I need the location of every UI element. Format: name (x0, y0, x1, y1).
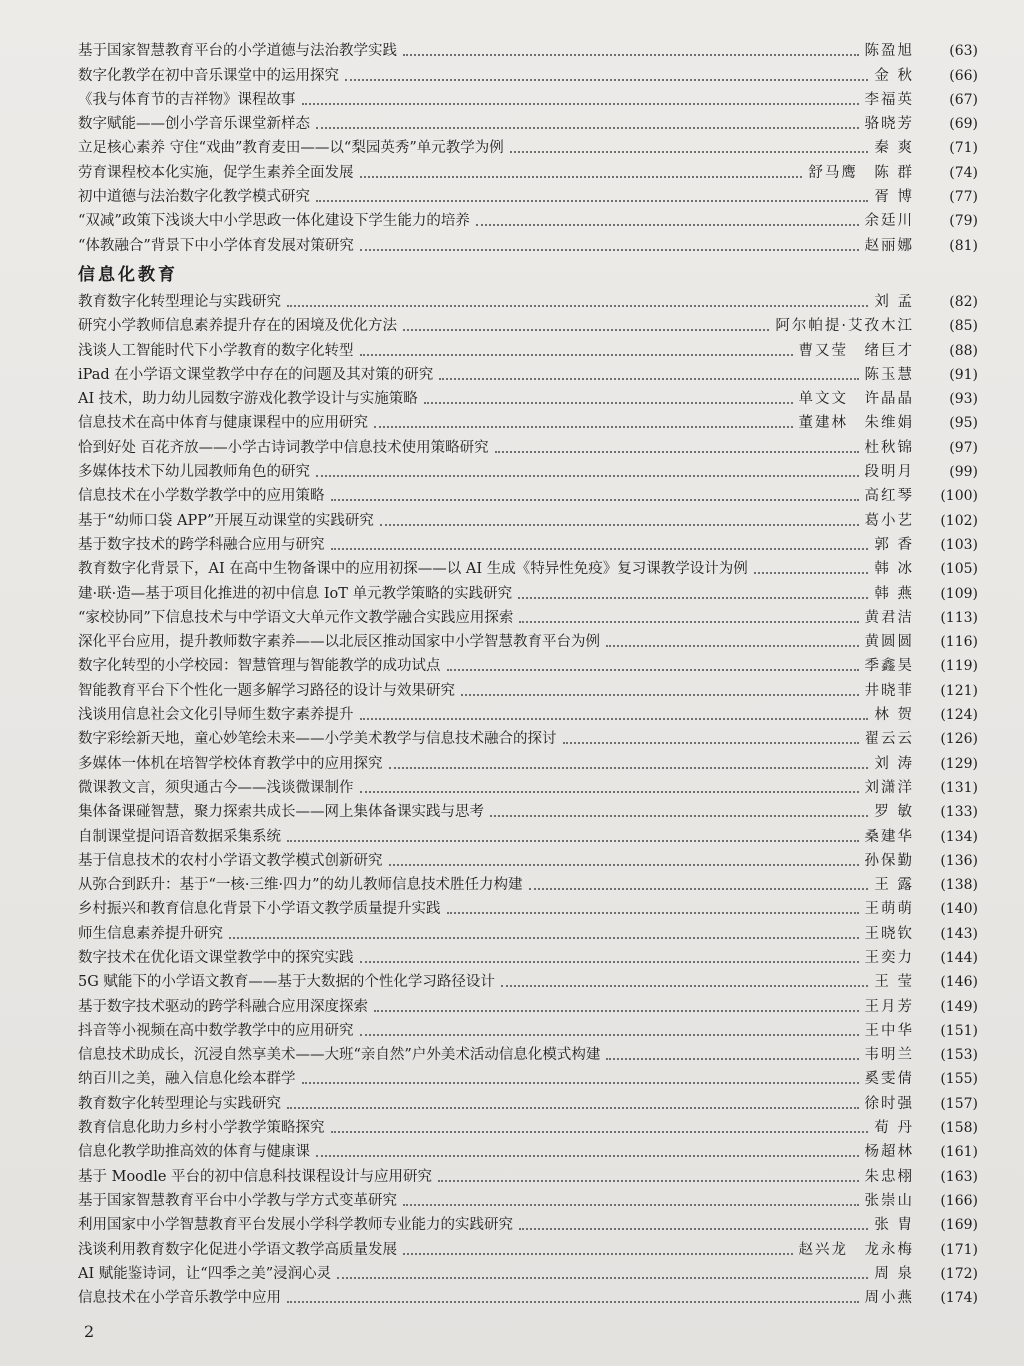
entry-page: (157) (940, 1095, 978, 1112)
dot-leader (403, 1204, 859, 1206)
dot-leader (360, 791, 859, 793)
entry-title: 多媒体技术下幼儿园教师角色的研究 (78, 464, 310, 481)
entry-title: 基于国家智慧教育平台的小学道德与法治教学实践 (78, 43, 397, 60)
dot-leader (380, 524, 859, 526)
entry-author: 刘 孟 (874, 293, 914, 310)
entry-author: 朱忠栩 (864, 1168, 914, 1185)
entry-page: (166) (940, 1192, 978, 1209)
dot-leader (302, 103, 859, 105)
entry-title: 劳育课程校本化实施，促学生素养全面发展 (78, 164, 354, 181)
entry-page: (129) (940, 755, 978, 772)
entry-title: AI 技术，助力幼儿园数字游戏化教学设计与实施策略 (78, 391, 418, 408)
dot-leader (403, 329, 769, 331)
toc-entry (78, 182, 978, 206)
entry-author: 段明月 (864, 464, 914, 481)
entry-author: 葛小艺 (864, 512, 914, 529)
toc-entry (78, 157, 978, 181)
entry-page: (91) (949, 366, 978, 383)
toc-entry (78, 967, 978, 991)
entry-page: (134) (940, 828, 978, 845)
entry-title: 信息技术助成长，沉浸自然享美术——大班“亲自然”户外美术活动信息化模式构建 (78, 1047, 601, 1064)
entry-title: 集体备课碰智慧，聚力探索共成长——网上集体备课实践与思考 (78, 804, 484, 821)
entry-author: 王中华 (864, 1022, 914, 1039)
entry-page: (136) (940, 852, 978, 869)
entry-author: 秦 爽 (874, 140, 914, 157)
entry-page: (81) (949, 237, 978, 254)
toc-entry (78, 1113, 978, 1137)
entry-page: (149) (940, 998, 978, 1015)
dot-leader (606, 645, 859, 647)
dot-leader (563, 742, 859, 744)
toc-entry (78, 311, 978, 335)
entry-author: 骆晓芳 (864, 116, 914, 133)
dot-leader (490, 815, 868, 817)
entry-page: (105) (940, 561, 978, 578)
dot-leader (501, 985, 868, 987)
entry-title: 基于 Moodle 平台的初中信息科技课程设计与应用研究 (78, 1168, 433, 1185)
entry-title: 利用国家中小学智慧教育平台发展小学科学教师专业能力的实践研究 (78, 1217, 513, 1234)
entry-page: (124) (940, 707, 978, 724)
dot-leader (438, 1180, 858, 1182)
dot-leader (374, 1010, 859, 1012)
entry-page: (95) (949, 415, 978, 432)
entry-title: 数字化教学在初中音乐课堂中的运用探究 (78, 67, 339, 84)
toc-entry (78, 335, 978, 359)
dot-leader (287, 305, 868, 307)
entry-page: (174) (940, 1290, 978, 1307)
entry-title: 从弥合到跃升：基于“一核·三维·四力”的幼儿教师信息技术胜任力构建 (78, 877, 523, 894)
dot-leader (287, 1107, 859, 1109)
entry-page: (99) (949, 464, 978, 481)
entry-author: 杨超林 (864, 1144, 914, 1161)
dot-leader (439, 378, 858, 380)
entry-title: “双减”政策下浅谈大中小学思政一体化建设下学生能力的培养 (78, 213, 470, 230)
toc-entry (78, 1088, 978, 1112)
toc-entry (78, 578, 978, 602)
toc-entry (78, 1064, 978, 1088)
entry-author: 奚雯倩 (864, 1071, 914, 1088)
entry-page: (69) (949, 116, 978, 133)
entry-page: (171) (940, 1241, 978, 1258)
toc-entry (78, 36, 978, 60)
entry-author: 翟云云 (864, 731, 914, 748)
dot-leader (360, 354, 793, 356)
entry-author: 王萌萌 (864, 901, 914, 918)
entry-page: (121) (940, 682, 978, 699)
entry-author: 陈盈旭 (864, 43, 914, 60)
toc-entry (78, 530, 978, 554)
entry-author: 高红琴 (864, 488, 914, 505)
entry-page: (144) (940, 949, 978, 966)
entry-title: 多媒体一体机在培智学校体育教学中的应用探究 (78, 755, 383, 772)
dot-leader (316, 200, 868, 202)
dot-leader (403, 54, 859, 56)
toc-entry (78, 846, 978, 870)
entry-title: 自制课堂提问语音数据采集系统 (78, 828, 281, 845)
entry-author: 张 胄 (874, 1217, 914, 1234)
entry-title: 微课教文言，须臾通古今——浅谈微课制作 (78, 779, 354, 796)
entry-page: (66) (949, 67, 978, 84)
entry-author: 王 莹 (874, 974, 914, 991)
entry-page: (77) (949, 189, 978, 206)
entry-page: (161) (940, 1144, 978, 1161)
toc-entry (78, 109, 978, 133)
entry-author: 黄圆圆 (864, 634, 914, 651)
dot-leader (337, 1277, 868, 1279)
toc-entry (78, 360, 978, 384)
entry-title: 师生信息素养提升研究 (78, 925, 223, 942)
entry-title: 基于数字技术的跨学科融合应用与研究 (78, 536, 325, 553)
entry-author: 韩 冰 (874, 561, 914, 578)
entry-page: (163) (940, 1168, 978, 1185)
entry-author: 王奕力 (864, 949, 914, 966)
entry-page: (85) (949, 318, 978, 335)
entry-page: (79) (949, 213, 978, 230)
entry-author: 罗 敏 (874, 804, 914, 821)
entry-title: 信息技术在高中体育与健康课程中的应用研究 (78, 415, 368, 432)
dot-leader (302, 1082, 859, 1084)
entry-author: 杜秋锦 (864, 439, 914, 456)
entry-page: (67) (949, 91, 978, 108)
dot-leader (447, 912, 859, 914)
dot-leader (461, 694, 859, 696)
toc-entry (78, 1137, 978, 1161)
toc-entry (78, 481, 978, 505)
entry-page: (113) (940, 609, 978, 626)
entry-title: 数字赋能——创小学音乐课堂新样态 (78, 116, 310, 133)
entry-page: (119) (940, 658, 978, 675)
entry-title: 研究小学教师信息素养提升存在的困境及优化方法 (78, 318, 397, 335)
entry-author: 郭 香 (874, 536, 914, 553)
entry-page: (133) (940, 804, 978, 821)
entry-title: 基于“幼师口袋 APP”开展互动课堂的实践研究 (78, 512, 374, 529)
dot-leader (331, 1131, 869, 1133)
entry-title: 建·联·造—基于项目化推进的初中信息 IoT 单元教学策略的实践研究 (78, 585, 513, 602)
entry-title: 浅谈利用教育数字化促进小学语文教学高质量发展 (78, 1241, 397, 1258)
toc-entry (78, 1161, 978, 1185)
toc-entry (78, 206, 978, 230)
entry-title: 教育数字化背景下，AI 在高中生物备课中的应用初探——以 AI 生成《特异性免疫》复习课教学设计为例 (78, 561, 748, 578)
entry-title: iPad 在小学语文课堂教学中存在的问题及其对策的研究 (78, 366, 434, 383)
entry-title: 浅谈用信息社会文化引导师生数字素养提升 (78, 707, 354, 724)
toc-entry (78, 432, 978, 456)
dot-leader (519, 1228, 868, 1230)
entry-title: 教育数字化转型理论与实践研究 (78, 1095, 281, 1112)
entry-page: (155) (940, 1071, 978, 1088)
entry-page: (172) (940, 1265, 978, 1282)
entry-title: 初中道德与法治数字化教学模式研究 (78, 189, 310, 206)
toc-entry (78, 724, 978, 748)
toc-entry (78, 287, 978, 311)
entry-title: “体教融合”背景下中小学体育发展对策研究 (78, 237, 354, 254)
dot-leader (424, 402, 793, 404)
toc-entry (78, 603, 978, 627)
dot-leader (529, 888, 869, 890)
entry-title: 纳百川之美，融入信息化绘本群学 (78, 1071, 296, 1088)
entry-author: 刘潇洋 (864, 779, 914, 796)
entry-page: (131) (940, 779, 978, 796)
dot-leader (360, 1034, 859, 1036)
entry-page: (138) (940, 877, 978, 894)
entry-author: 陈玉慧 (864, 366, 914, 383)
entry-author: 王 露 (874, 877, 914, 894)
dot-leader (331, 548, 869, 550)
entry-title: 信息化教学助推高效的体育与健康课 (78, 1144, 310, 1161)
entry-page: (146) (940, 974, 978, 991)
dot-leader (447, 669, 859, 671)
entry-author: 单文文 许晶晶 (798, 391, 914, 408)
dot-leader (345, 79, 868, 81)
entry-page: (109) (940, 585, 978, 602)
dot-leader (360, 249, 859, 251)
toc-entry (78, 384, 978, 408)
entry-title: 基于信息技术的农村小学语文教学模式创新研究 (78, 852, 383, 869)
entry-author: 孙保勤 (864, 852, 914, 869)
entry-title: 教育信息化助力乡村小学教学策略探究 (78, 1120, 325, 1137)
toc-entry (78, 991, 978, 1015)
entry-page: (140) (940, 901, 978, 918)
entry-page: (102) (940, 512, 978, 529)
entry-author: 井晓菲 (864, 682, 914, 699)
entry-author: 金 秋 (874, 67, 914, 84)
entry-author: 赵兴龙 龙永梅 (798, 1241, 914, 1258)
entry-page: (82) (949, 293, 978, 310)
entry-page: (151) (940, 1022, 978, 1039)
dot-leader (606, 1058, 858, 1060)
entry-title: 数字彩绘新天地，童心妙笔绘未来——小学美术教学与信息技术融合的探讨 (78, 731, 557, 748)
dot-leader (287, 840, 859, 842)
toc-entry (78, 870, 978, 894)
dot-leader (316, 127, 859, 129)
toc-entry (78, 1186, 978, 1210)
entry-page: (71) (949, 140, 978, 157)
toc-entry (78, 554, 978, 578)
toc-entry (78, 457, 978, 481)
dot-leader (495, 451, 859, 453)
toc-entry (78, 943, 978, 967)
entry-author: 刘 涛 (874, 755, 914, 772)
toc-entry (78, 505, 978, 529)
entry-page: (97) (949, 439, 978, 456)
entry-title: 乡村振兴和教育信息化背景下小学语文教学质量提升实践 (78, 901, 441, 918)
entry-author: 曹又莹 绪巨才 (798, 342, 914, 359)
entry-author: 黄君洁 (864, 609, 914, 626)
entry-title: 信息技术在小学音乐教学中应用 (78, 1290, 281, 1307)
toc-entry (78, 675, 978, 699)
dot-leader (389, 767, 869, 769)
entry-title: 《我与体育节的吉祥物》课程故事 (78, 91, 296, 108)
entry-author: 桑建华 (864, 828, 914, 845)
dot-leader (360, 718, 869, 720)
entry-page: (103) (940, 536, 978, 553)
entry-author: 韦明兰 (864, 1047, 914, 1064)
entry-author: 王晓钦 (864, 925, 914, 942)
dot-leader (374, 426, 793, 428)
entry-page: (63) (949, 43, 978, 60)
toc-entry (78, 773, 978, 797)
entry-title: 恰到好处 百花齐放——小学古诗词教学中信息技术使用策略研究 (78, 439, 489, 456)
entry-author: 赵丽娜 (864, 237, 914, 254)
dot-leader (316, 475, 859, 477)
dot-leader (389, 864, 859, 866)
toc-entry (78, 1040, 978, 1064)
entry-author: 王月芳 (864, 998, 914, 1015)
entry-page: (153) (940, 1047, 978, 1064)
entry-page: (143) (940, 925, 978, 942)
entry-author: 徐时强 (864, 1095, 914, 1112)
dot-leader (476, 224, 859, 226)
toc-entry (78, 627, 978, 651)
dot-leader (360, 961, 859, 963)
entry-author: 韩 燕 (874, 585, 914, 602)
entry-title: 5G 赋能下的小学语文教育——基于大数据的个性化学习路径设计 (78, 974, 495, 991)
toc-list-information-education (78, 287, 978, 1307)
entry-title: 抖音等小视频在高中数学教学中的应用研究 (78, 1022, 354, 1039)
entry-title: 立足核心素养 守住“戏曲”教育麦田——以“梨园英秀”单元教学为例 (78, 140, 504, 157)
entry-author: 荀 丹 (874, 1120, 914, 1137)
dot-leader (754, 572, 869, 574)
dot-leader (331, 499, 859, 501)
toc-entry (78, 748, 978, 772)
entry-page: (126) (940, 731, 978, 748)
toc-entry (78, 894, 978, 918)
entry-title: 基于数字技术驱动的跨学科融合应用深度探索 (78, 998, 368, 1015)
entry-title: AI 赋能鉴诗词，让“四季之美”浸润心灵 (78, 1265, 332, 1282)
dot-leader (229, 937, 859, 939)
page-number: 2 (84, 1322, 95, 1341)
entry-author: 林 贺 (874, 707, 914, 724)
toc-entry (78, 230, 978, 254)
toc-entry (78, 651, 978, 675)
entry-title: 深化平台应用，提升教师数字素养——以北辰区推动国家中小学智慧教育平台为例 (78, 634, 600, 651)
entry-page: (100) (940, 488, 978, 505)
entry-author: 舒马鹰 陈 群 (808, 164, 914, 181)
toc-entry (78, 85, 978, 109)
entry-page: (169) (940, 1217, 978, 1234)
entry-page: (158) (940, 1120, 978, 1137)
toc-entry (78, 1234, 978, 1258)
entry-author: 胥 博 (874, 189, 914, 206)
dot-leader (316, 1155, 859, 1157)
entry-title: 浅谈人工智能时代下小学教育的数字化转型 (78, 342, 354, 359)
entry-author: 周 泉 (874, 1265, 914, 1282)
entry-title: 智能教育平台下个性化一题多解学习路径的设计与效果研究 (78, 682, 455, 699)
toc-entry (78, 60, 978, 84)
entry-author: 董建林 朱维娟 (798, 415, 914, 432)
toc-entry (78, 821, 978, 845)
toc-entry (78, 408, 978, 432)
entry-page: (88) (949, 342, 978, 359)
dot-leader (510, 151, 869, 153)
toc-list-continued (78, 36, 978, 255)
entry-title: 数字技术在优化语文课堂教学中的探究实践 (78, 949, 354, 966)
dot-leader (519, 621, 858, 623)
toc-entry (78, 1210, 978, 1234)
toc-entry (78, 918, 978, 942)
dot-leader (403, 1253, 793, 1255)
toc-entry (78, 1259, 978, 1283)
entry-author: 张崇山 (864, 1192, 914, 1209)
toc-entry (78, 1283, 978, 1307)
dot-leader (287, 1301, 859, 1303)
section-heading: 信息化教育 (78, 264, 178, 285)
entry-author: 余廷川 (864, 213, 914, 230)
entry-title: 教育数字化转型理论与实践研究 (78, 293, 281, 310)
table-of-contents (78, 36, 978, 1307)
entry-title: 基于国家智慧教育平台中小学教与学方式变革研究 (78, 1192, 397, 1209)
toc-entry (78, 1016, 978, 1040)
entry-title: 数字化转型的小学校园：智慧管理与智能教学的成功试点 (78, 658, 441, 675)
dot-leader (360, 176, 803, 178)
entry-author: 周小燕 (864, 1290, 914, 1307)
entry-author: 阿尔帕提·艾孜木江 (775, 318, 914, 335)
entry-title: 信息技术在小学数学教学中的应用策略 (78, 488, 325, 505)
toc-entry (78, 700, 978, 724)
dot-leader (518, 597, 868, 599)
entry-page: (74) (949, 164, 978, 181)
toc-entry (78, 797, 978, 821)
toc-entry (78, 133, 978, 157)
entry-author: 季鑫昊 (864, 658, 914, 675)
entry-page: (93) (949, 391, 978, 408)
entry-author: 李福英 (864, 91, 914, 108)
entry-title: “家校协同”下信息技术与中学语文大单元作文教学融合实践应用探索 (78, 609, 514, 626)
entry-page: (116) (940, 634, 978, 651)
